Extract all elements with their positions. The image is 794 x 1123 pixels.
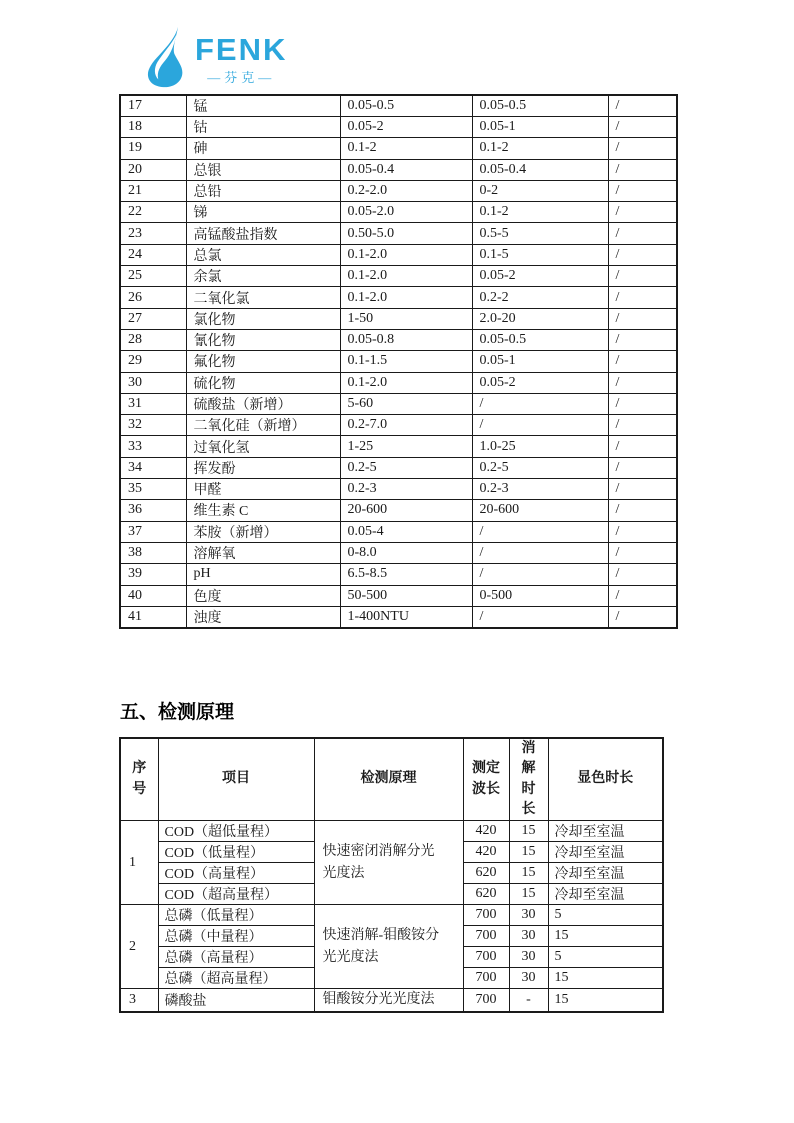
cell-range-b: 0.2-5 bbox=[472, 457, 608, 478]
principle-table bbox=[119, 737, 664, 1013]
cell-extra: / bbox=[608, 180, 677, 201]
cell-extra: / bbox=[608, 159, 677, 180]
cell-no: 23 bbox=[120, 223, 186, 244]
cell-param: 浊度 bbox=[186, 606, 340, 628]
cell-no: 22 bbox=[120, 202, 186, 223]
cell-range-a: 1-25 bbox=[340, 436, 472, 457]
cell-extra: / bbox=[608, 585, 677, 606]
cell-color-time: 15 bbox=[548, 968, 663, 989]
table-row bbox=[120, 905, 663, 926]
cell-extra: / bbox=[608, 202, 677, 223]
cell-range-b: 0.05-2 bbox=[472, 372, 608, 393]
cell-wavelength: 700 bbox=[463, 947, 509, 968]
cell-color-time: 15 bbox=[548, 926, 663, 947]
table-row bbox=[120, 266, 677, 287]
cell-no: 25 bbox=[120, 266, 186, 287]
cell-wavelength: 700 bbox=[463, 926, 509, 947]
cell-param: 苯胺（新增） bbox=[186, 521, 340, 542]
cell-range-b: / bbox=[472, 415, 608, 436]
header-no: 序号 bbox=[120, 738, 158, 821]
cell-wavelength: 620 bbox=[463, 884, 509, 905]
cell-range-b: 0.1-5 bbox=[472, 244, 608, 265]
cell-no: 18 bbox=[120, 117, 186, 138]
table-row bbox=[120, 244, 677, 265]
cell-param: 溶解氧 bbox=[186, 542, 340, 563]
brand-subtitle: —芬克— bbox=[207, 70, 276, 85]
cell-extra: / bbox=[608, 223, 677, 244]
cell-color-time: 冷却至室温 bbox=[548, 842, 663, 863]
section-heading: 五、检测原理 bbox=[120, 702, 235, 723]
cell-no: 41 bbox=[120, 606, 186, 628]
cell-extra: / bbox=[608, 393, 677, 414]
cell-wavelength: 420 bbox=[463, 821, 509, 842]
table-row bbox=[120, 821, 663, 842]
water-drop-icon bbox=[142, 26, 190, 88]
table-row bbox=[120, 138, 677, 159]
cell-item: COD（超高量程） bbox=[158, 884, 314, 905]
cell-extra: / bbox=[608, 372, 677, 393]
cell-param: 二氧化氯 bbox=[186, 287, 340, 308]
cell-no: 19 bbox=[120, 138, 186, 159]
table-row bbox=[120, 372, 677, 393]
cell-range-b: 20-600 bbox=[472, 500, 608, 521]
cell-range-a: 6.5-8.5 bbox=[340, 564, 472, 585]
cell-color-time: 5 bbox=[548, 905, 663, 926]
cell-no: 34 bbox=[120, 457, 186, 478]
cell-color-time: 5 bbox=[548, 947, 663, 968]
cell-wavelength: 700 bbox=[463, 968, 509, 989]
cell-color-time: 15 bbox=[548, 989, 663, 1012]
cell-param: 锰 bbox=[186, 95, 340, 117]
cell-range-b: 0.2-3 bbox=[472, 479, 608, 500]
table-row bbox=[120, 117, 677, 138]
cell-item: COD（高量程） bbox=[158, 863, 314, 884]
cell-extra: / bbox=[608, 436, 677, 457]
cell-extra: / bbox=[608, 415, 677, 436]
cell-item: 总磷（超高量程） bbox=[158, 968, 314, 989]
cell-no: 28 bbox=[120, 329, 186, 350]
table-row bbox=[120, 500, 677, 521]
cell-digestion: 15 bbox=[509, 863, 548, 884]
header-row bbox=[120, 738, 663, 821]
cell-extra: / bbox=[608, 564, 677, 585]
cell-param: 总氯 bbox=[186, 244, 340, 265]
cell-range-a: 0.1-2.0 bbox=[340, 266, 472, 287]
cell-range-b: / bbox=[472, 542, 608, 563]
cell-range-a: 0.05-2.0 bbox=[340, 202, 472, 223]
cell-item: 总磷（中量程） bbox=[158, 926, 314, 947]
cell-param: 锑 bbox=[186, 202, 340, 223]
cell-extra: / bbox=[608, 521, 677, 542]
cell-param: 硫化物 bbox=[186, 372, 340, 393]
range-table-body bbox=[120, 95, 677, 628]
table-row bbox=[120, 159, 677, 180]
cell-color-time: 冷却至室温 bbox=[548, 884, 663, 905]
cell-no: 32 bbox=[120, 415, 186, 436]
cell-digestion: - bbox=[509, 989, 548, 1012]
cell-range-a: 0.05-0.4 bbox=[340, 159, 472, 180]
table-row bbox=[120, 287, 677, 308]
cell-range-b: 0.1-2 bbox=[472, 138, 608, 159]
cell-range-b: / bbox=[472, 606, 608, 628]
cell-range-a: 0.05-0.5 bbox=[340, 95, 472, 117]
principle-text: 钼酸铵分光光度法 bbox=[322, 992, 435, 1008]
cell-range-b: 1.0-25 bbox=[472, 436, 608, 457]
cell-no: 24 bbox=[120, 244, 186, 265]
cell-param: 过氧化氢 bbox=[186, 436, 340, 457]
cell-range-b: 0.05-2 bbox=[472, 266, 608, 287]
cell-param: 维生素 C bbox=[186, 500, 340, 521]
cell-item: COD（低量程） bbox=[158, 842, 314, 863]
cell-param: 钴 bbox=[186, 117, 340, 138]
cell-range-b: / bbox=[472, 564, 608, 585]
cell-range-a: 5-60 bbox=[340, 393, 472, 414]
cell-digestion: 30 bbox=[509, 947, 548, 968]
cell-item: 总磷（低量程） bbox=[158, 905, 314, 926]
cell-digestion: 15 bbox=[509, 821, 548, 842]
table-row bbox=[120, 989, 663, 1012]
cell-param: 二氧化硅（新增） bbox=[186, 415, 340, 436]
cell-range-b: 2.0-20 bbox=[472, 308, 608, 329]
cell-no: 38 bbox=[120, 542, 186, 563]
cell-extra: / bbox=[608, 117, 677, 138]
cell-range-b: 0-2 bbox=[472, 180, 608, 201]
cell-param: pH bbox=[186, 564, 340, 585]
cell-principle bbox=[314, 821, 463, 905]
table-row bbox=[120, 95, 677, 117]
cell-extra: / bbox=[608, 457, 677, 478]
cell-range-a: 0.1-2.0 bbox=[340, 372, 472, 393]
table-row bbox=[120, 564, 677, 585]
cell-extra: / bbox=[608, 542, 677, 563]
table-row bbox=[120, 308, 677, 329]
cell-param: 总铅 bbox=[186, 180, 340, 201]
cell-color-time: 冷却至室温 bbox=[548, 821, 663, 842]
header-principle: 检测原理 bbox=[314, 738, 463, 821]
principle-table-header bbox=[120, 738, 663, 821]
cell-no: 26 bbox=[120, 287, 186, 308]
cell-no: 29 bbox=[120, 351, 186, 372]
range-table bbox=[119, 94, 678, 629]
cell-no: 17 bbox=[120, 95, 186, 117]
cell-param: 色度 bbox=[186, 585, 340, 606]
brand-name: FENK bbox=[195, 32, 288, 67]
cell-range-b: 0.2-2 bbox=[472, 287, 608, 308]
cell-range-b: 0-500 bbox=[472, 585, 608, 606]
cell-range-b: / bbox=[472, 521, 608, 542]
cell-no: 27 bbox=[120, 308, 186, 329]
cell-extra: / bbox=[608, 500, 677, 521]
cell-no: 30 bbox=[120, 372, 186, 393]
cell-group-no: 1 bbox=[120, 821, 158, 905]
cell-extra: / bbox=[608, 266, 677, 287]
cell-extra: / bbox=[608, 351, 677, 372]
table-row bbox=[120, 415, 677, 436]
cell-extra: / bbox=[608, 287, 677, 308]
cell-no: 20 bbox=[120, 159, 186, 180]
cell-range-b: 0.05-1 bbox=[472, 117, 608, 138]
cell-range-b: / bbox=[472, 393, 608, 414]
table-row bbox=[120, 223, 677, 244]
header-color-time: 显色时长 bbox=[548, 738, 663, 821]
table-row bbox=[120, 329, 677, 350]
cell-range-b: 0.1-2 bbox=[472, 202, 608, 223]
cell-range-a: 0.1-2 bbox=[340, 138, 472, 159]
cell-range-a: 0-8.0 bbox=[340, 542, 472, 563]
cell-color-time: 冷却至室温 bbox=[548, 863, 663, 884]
cell-no: 21 bbox=[120, 180, 186, 201]
cell-extra: / bbox=[608, 138, 677, 159]
table-row bbox=[120, 542, 677, 563]
cell-item: 总磷（高量程） bbox=[158, 947, 314, 968]
cell-extra: / bbox=[608, 95, 677, 117]
cell-no: 37 bbox=[120, 521, 186, 542]
cell-range-a: 1-50 bbox=[340, 308, 472, 329]
cell-range-a: 50-500 bbox=[340, 585, 472, 606]
table-row bbox=[120, 351, 677, 372]
cell-param: 硫酸盐（新增） bbox=[186, 393, 340, 414]
table-row bbox=[120, 436, 677, 457]
principle-text: 快速密闭消解分光光度法 bbox=[322, 844, 435, 881]
cell-range-a: 20-600 bbox=[340, 500, 472, 521]
principle-text: 快速消解-钼酸铵分光光度法 bbox=[322, 928, 440, 965]
cell-range-b: 0.05-0.5 bbox=[472, 95, 608, 117]
cell-param: 挥发酚 bbox=[186, 457, 340, 478]
cell-principle bbox=[314, 905, 463, 989]
table-row bbox=[120, 393, 677, 414]
cell-range-a: 1-400NTU bbox=[340, 606, 472, 628]
cell-range-a: 0.2-5 bbox=[340, 457, 472, 478]
cell-no: 36 bbox=[120, 500, 186, 521]
cell-range-a: 0.2-2.0 bbox=[340, 180, 472, 201]
cell-digestion: 15 bbox=[509, 842, 548, 863]
cell-group-no: 3 bbox=[120, 989, 158, 1012]
cell-range-a: 0.1-1.5 bbox=[340, 351, 472, 372]
cell-range-a: 0.05-4 bbox=[340, 521, 472, 542]
cell-principle bbox=[314, 989, 463, 1012]
table-row bbox=[120, 180, 677, 201]
logo bbox=[142, 26, 287, 88]
cell-param: 高锰酸盐指数 bbox=[186, 223, 340, 244]
cell-group-no: 2 bbox=[120, 905, 158, 989]
cell-wavelength: 700 bbox=[463, 905, 509, 926]
cell-digestion: 30 bbox=[509, 926, 548, 947]
cell-extra: / bbox=[608, 479, 677, 500]
cell-wavelength: 420 bbox=[463, 842, 509, 863]
cell-param: 氯化物 bbox=[186, 308, 340, 329]
table-row bbox=[120, 457, 677, 478]
cell-range-a: 0.05-2 bbox=[340, 117, 472, 138]
cell-extra: / bbox=[608, 606, 677, 628]
cell-param: 余氯 bbox=[186, 266, 340, 287]
cell-no: 35 bbox=[120, 479, 186, 500]
cell-digestion: 30 bbox=[509, 905, 548, 926]
header-item: 项目 bbox=[158, 738, 314, 821]
cell-wavelength: 700 bbox=[463, 989, 509, 1012]
cell-extra: / bbox=[608, 329, 677, 350]
cell-range-a: 0.1-2.0 bbox=[340, 287, 472, 308]
table-row bbox=[120, 479, 677, 500]
cell-range-a: 0.05-0.8 bbox=[340, 329, 472, 350]
table-row bbox=[120, 521, 677, 542]
header-digestion-time: 消解时长 bbox=[509, 738, 548, 821]
table-row bbox=[120, 585, 677, 606]
cell-param: 总银 bbox=[186, 159, 340, 180]
cell-param: 甲醛 bbox=[186, 479, 340, 500]
header-wavelength: 测定波长 bbox=[463, 738, 509, 821]
cell-range-b: 0.5-5 bbox=[472, 223, 608, 244]
cell-extra: / bbox=[608, 244, 677, 265]
logo-text bbox=[195, 26, 287, 86]
cell-wavelength: 620 bbox=[463, 863, 509, 884]
cell-range-b: 0.05-0.4 bbox=[472, 159, 608, 180]
cell-range-a: 0.2-3 bbox=[340, 479, 472, 500]
cell-digestion: 30 bbox=[509, 968, 548, 989]
cell-no: 33 bbox=[120, 436, 186, 457]
cell-item: 磷酸盐 bbox=[158, 989, 314, 1012]
principle-table-body bbox=[120, 821, 663, 1012]
cell-no: 39 bbox=[120, 564, 186, 585]
cell-item: COD（超低量程） bbox=[158, 821, 314, 842]
cell-param: 砷 bbox=[186, 138, 340, 159]
cell-range-a: 0.2-7.0 bbox=[340, 415, 472, 436]
cell-param: 氰化物 bbox=[186, 329, 340, 350]
cell-range-b: 0.05-1 bbox=[472, 351, 608, 372]
table-row bbox=[120, 202, 677, 223]
cell-param: 氟化物 bbox=[186, 351, 340, 372]
cell-range-a: 0.50-5.0 bbox=[340, 223, 472, 244]
cell-no: 31 bbox=[120, 393, 186, 414]
cell-digestion: 15 bbox=[509, 884, 548, 905]
table-row bbox=[120, 606, 677, 628]
cell-range-a: 0.1-2.0 bbox=[340, 244, 472, 265]
cell-extra: / bbox=[608, 308, 677, 329]
cell-range-b: 0.05-0.5 bbox=[472, 329, 608, 350]
cell-no: 40 bbox=[120, 585, 186, 606]
